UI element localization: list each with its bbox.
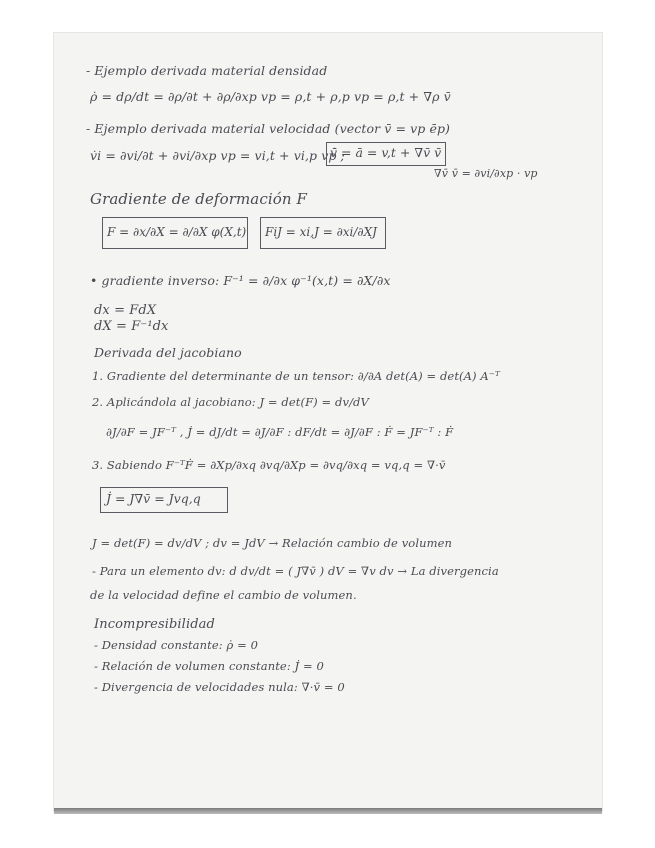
text-line: 1. Gradiente del determinante de un tensor: ∂/∂A det(A) = det(A) A⁻ᵀ — [92, 369, 500, 383]
equation-line: dx = FdX — [94, 303, 157, 318]
text-line: - Ejemplo derivada material densidad — [86, 63, 328, 78]
equation-line: v̇i = ∂vi/∂t + ∂vi/∂xp vp = vi,t + vi,p vp ; — [90, 148, 345, 163]
section-heading: Incompresibilidad — [94, 617, 215, 632]
equation-line: J = det(F) = dv/dV ; dv = JdV → Relación cambio de volumen — [92, 536, 453, 550]
text-line: de la velocidad define el cambio de volumen. — [90, 588, 357, 602]
equation-line: ∂J/∂F = JF⁻ᵀ , J̇ = dJ/dt = ∂J/∂F : dF/dt = ∂J/∂F : Ḟ = JF⁻ᵀ : Ḟ — [106, 425, 454, 439]
equation-line: dX = F⁻¹dx — [94, 319, 169, 334]
equation-line: ρ̇ = dρ/dt = ∂ρ/∂t + ∂ρ/∂xp vp = ρ,t + ρ,p vp = ρ,t + ∇ρ v̄ — [90, 89, 451, 104]
list-item: - Divergencia de velocidades nula: ∇·v̄ = 0 — [94, 680, 345, 694]
section-heading: Gradiente de deformación F — [90, 190, 308, 208]
text-line: 2. Aplicándola al jacobiano: J = det(F) = dv/dV — [92, 395, 369, 409]
page-edge-shadow — [54, 808, 602, 814]
list-item: - Relación de volumen constante: J̇ = 0 — [94, 659, 324, 673]
list-item: - Densidad constante: ρ̇ = 0 — [94, 638, 259, 652]
equation-line: 3. Sabiendo F⁻ᵀḞ = ∂Xp/∂xq ∂vq/∂Xp = ∂vq/∂xq = vq,q = ∇·v̄ — [92, 458, 446, 472]
boxed-equation: FiJ = xi,J = ∂xi/∂XJ — [265, 225, 377, 239]
equation-line: ∇v̄ v̄ = ∂vi/∂xp · vp — [434, 167, 538, 180]
text-line: - Para un elemento dv: d dv/dt = ( J∇v̄ ) dV = ∇v dv → La divergencia — [92, 564, 499, 578]
section-heading: Derivada del jacobiano — [94, 345, 242, 360]
text-line: - Ejemplo derivada material velocidad (vector v̄ = vp ēp) — [86, 121, 451, 136]
equation-line: • gradiente inverso: F⁻¹ = ∂/∂x φ⁻¹(x,t) = ∂X/∂x — [90, 273, 391, 288]
boxed-equation: F = ∂x/∂X = ∂/∂X φ(X,t) — [107, 225, 247, 239]
boxed-equation: v̄̇ = ā = v,t + ∇v̄ v̄ — [330, 145, 442, 160]
notebook-page — [54, 33, 602, 811]
boxed-equation: J̇ = J∇v̄ = Jvq,q — [106, 491, 201, 506]
